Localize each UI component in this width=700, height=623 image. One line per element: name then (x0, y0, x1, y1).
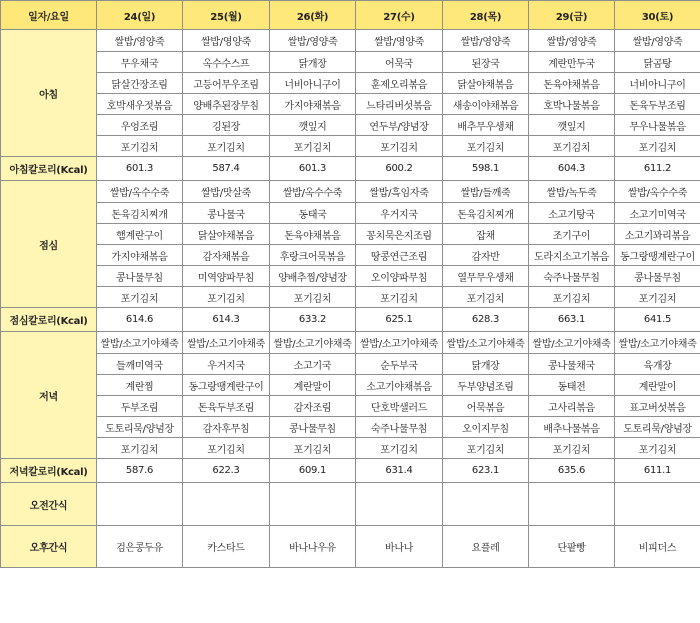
menu-item: 감자채볶음 (183, 245, 270, 266)
menu-item: 닭개장 (270, 52, 356, 73)
menu-item: 쌀밥/영양죽 (356, 30, 443, 52)
menu-item: 포기김치 (183, 287, 270, 308)
calorie-value: 622.3 (183, 459, 270, 483)
menu-item: 동태국 (270, 203, 356, 224)
menu-item: 포기김치 (183, 136, 270, 157)
dinner-menu-row (1, 332, 700, 354)
dinner-menu-row (1, 375, 700, 396)
menu-item: 가지야채볶음 (97, 245, 183, 266)
menu-item: 조기구이 (529, 224, 615, 245)
menu-item: 포기김치 (529, 438, 615, 459)
lunch-calorie-row (1, 308, 700, 332)
menu-item: 미역양파무침 (183, 266, 270, 287)
menu-item: 순두부국 (356, 354, 443, 375)
menu-item: 소고기국 (270, 354, 356, 375)
dinner-label: 저녁 (1, 332, 97, 459)
menu-item: 단호박샐러드 (356, 396, 443, 417)
menu-item: 들깨미역국 (97, 354, 183, 375)
menu-item: 포기김치 (529, 136, 615, 157)
menu-item: 포기김치 (529, 287, 615, 308)
menu-item: 깻잎지 (529, 115, 615, 136)
snack-item: 바나나우유 (270, 526, 356, 568)
afternoon-snack-row (1, 526, 700, 568)
snack-item: 요플레 (443, 526, 529, 568)
menu-item: 계란만두국 (529, 52, 615, 73)
menu-item: 닭살간장조림 (97, 73, 183, 94)
menu-item: 포기김치 (615, 136, 700, 157)
menu-item: 돈육야채볶음 (529, 73, 615, 94)
menu-item: 오이지무침 (443, 417, 529, 438)
menu-item: 포기김치 (97, 136, 183, 157)
calorie-value: 633.2 (270, 308, 356, 332)
menu-item: 너비아니구이 (270, 73, 356, 94)
corner-header: 일자/요일 (1, 1, 97, 30)
menu-item: 닭살야채볶음 (443, 73, 529, 94)
menu-item: 동그랑땡계란구이 (615, 245, 700, 266)
menu-item: 어묵국 (356, 52, 443, 73)
breakfast-menu-row (1, 73, 700, 94)
calorie-value: 614.3 (183, 308, 270, 332)
menu-item: 표고버섯볶음 (615, 396, 700, 417)
menu-item: 포기김치 (270, 438, 356, 459)
breakfast-menu-row (1, 30, 700, 52)
menu-item: 돈육두부조림 (615, 94, 700, 115)
menu-item: 콩나물국 (183, 203, 270, 224)
calorie-value: 609.1 (270, 459, 356, 483)
menu-item: 포기김치 (97, 287, 183, 308)
menu-item: 포기김치 (356, 438, 443, 459)
lunch-menu-row (1, 266, 700, 287)
menu-item: 계란말이 (270, 375, 356, 396)
calorie-value: 611.2 (615, 157, 700, 181)
header-row (1, 1, 700, 30)
menu-item: 쌀밥/들깨죽 (443, 181, 529, 203)
menu-item: 숙주나물무침 (529, 266, 615, 287)
menu-item: 포기김치 (356, 136, 443, 157)
menu-item: 오이양파무침 (356, 266, 443, 287)
menu-item: 포기김치 (97, 438, 183, 459)
lunch-menu-row (1, 287, 700, 308)
menu-item: 쌀밥/영양죽 (97, 30, 183, 52)
snack-item (183, 483, 270, 526)
menu-item: 포기김치 (270, 136, 356, 157)
menu-item: 호박새우젓볶음 (97, 94, 183, 115)
menu-item: 포기김치 (443, 438, 529, 459)
menu-item: 쌀밥/영양죽 (270, 30, 356, 52)
morning-snack-row (1, 483, 700, 526)
menu-item: 땅콩연근조림 (356, 245, 443, 266)
calorie-value: 623.1 (443, 459, 529, 483)
menu-item: 쌀밥/영양죽 (529, 30, 615, 52)
menu-item: 양배추된장무침 (183, 94, 270, 115)
menu-item: 계란찜 (97, 375, 183, 396)
menu-item: 소고기꽈리볶음 (615, 224, 700, 245)
menu-item: 쌀밥/소고기야채죽 (529, 332, 615, 354)
menu-item: 배추나물볶음 (529, 417, 615, 438)
menu-item: 우거지국 (356, 203, 443, 224)
breakfast-menu-row (1, 115, 700, 136)
menu-item: 닭곰탕 (615, 52, 700, 73)
calorie-value: 635.6 (529, 459, 615, 483)
dinner-menu-row (1, 417, 700, 438)
snack-item (356, 483, 443, 526)
menu-item: 꽁치묵은지조림 (356, 224, 443, 245)
menu-item: 포기김치 (615, 438, 700, 459)
menu-item: 포기김치 (356, 287, 443, 308)
menu-item: 포기김치 (615, 287, 700, 308)
calorie-value: 601.3 (270, 157, 356, 181)
menu-item: 포기김치 (443, 287, 529, 308)
menu-item: 닭개장 (443, 354, 529, 375)
day-header: 28(목) (443, 1, 529, 30)
menu-item: 콩나물무침 (615, 266, 700, 287)
menu-item: 쌀밥/옥수수죽 (97, 181, 183, 203)
menu-item: 고등어무우조림 (183, 73, 270, 94)
menu-item: 쌀밥/녹두죽 (529, 181, 615, 203)
menu-item: 어묵볶음 (443, 396, 529, 417)
calorie-value: 604.3 (529, 157, 615, 181)
menu-item: 쌀밥/소고기야채죽 (270, 332, 356, 354)
snack-item: 카스타드 (183, 526, 270, 568)
menu-item: 돈육김치찌개 (97, 203, 183, 224)
day-header: 30(토) (615, 1, 700, 30)
breakfast-menu-row (1, 94, 700, 115)
calorie-value: 587.6 (97, 459, 183, 483)
breakfast-menu-row (1, 52, 700, 73)
menu-item: 너비아니구이 (615, 73, 700, 94)
menu-item: 쌀밥/소고기야채죽 (183, 332, 270, 354)
day-header: 24(일) (97, 1, 183, 30)
dinner-menu-row (1, 438, 700, 459)
menu-item: 열무무우생채 (443, 266, 529, 287)
menu-item: 햄계란구이 (97, 224, 183, 245)
snack-item (270, 483, 356, 526)
menu-item: 쌀밥/옥수수죽 (270, 181, 356, 203)
calorie-value: 625.1 (356, 308, 443, 332)
menu-item: 된장국 (443, 52, 529, 73)
menu-item: 콩나물채국 (529, 354, 615, 375)
menu-item: 감자반 (443, 245, 529, 266)
menu-item: 쌀밥/소고기야채죽 (97, 332, 183, 354)
breakfast-calorie-label: 아침칼로리(Kcal) (1, 157, 97, 181)
calorie-value: 614.6 (97, 308, 183, 332)
menu-item: 감자후무침 (183, 417, 270, 438)
menu-item: 쌀밥/영양죽 (615, 30, 700, 52)
menu-item: 쌀밥/소고기야채죽 (443, 332, 529, 354)
calorie-value: 628.3 (443, 308, 529, 332)
menu-item: 두부양념조림 (443, 375, 529, 396)
menu-item: 콩나물무침 (97, 266, 183, 287)
day-header: 29(금) (529, 1, 615, 30)
lunch-menu-row (1, 224, 700, 245)
menu-item: 무우나물볶음 (615, 115, 700, 136)
menu-item: 소고기탕국 (529, 203, 615, 224)
menu-item: 가지야채볶음 (270, 94, 356, 115)
snack-item: 비피더스 (615, 526, 700, 568)
lunch-menu-row (1, 181, 700, 203)
menu-item: 우거지국 (183, 354, 270, 375)
menu-item: 옥수수스프 (183, 52, 270, 73)
lunch-menu-row (1, 203, 700, 224)
dinner-menu-row (1, 354, 700, 375)
menu-item: 쌀밥/영양죽 (443, 30, 529, 52)
calorie-value: 587.4 (183, 157, 270, 181)
menu-item: 도토리묵/양념장 (615, 417, 700, 438)
menu-item: 고사리볶음 (529, 396, 615, 417)
lunch-calorie-label: 점심칼로리(Kcal) (1, 308, 97, 332)
menu-item: 포기김치 (183, 438, 270, 459)
menu-item: 깻잎지 (270, 115, 356, 136)
menu-item: 새송이야채볶음 (443, 94, 529, 115)
menu-item: 호박나물볶음 (529, 94, 615, 115)
table-body (1, 1, 700, 568)
day-header: 27(수) (356, 1, 443, 30)
menu-item: 깅된장 (183, 115, 270, 136)
menu-item: 잡채 (443, 224, 529, 245)
menu-item: 콩나물무침 (270, 417, 356, 438)
day-header: 25(월) (183, 1, 270, 30)
menu-item: 소고기야채볶음 (356, 375, 443, 396)
menu-item: 계란말이 (615, 375, 700, 396)
menu-item: 쌀밥/맛살죽 (183, 181, 270, 203)
menu-item: 도라지소고기볶음 (529, 245, 615, 266)
snack-item (529, 483, 615, 526)
calorie-value: 611.1 (615, 459, 700, 483)
dinner-menu-row (1, 396, 700, 417)
menu-item: 배추무우생채 (443, 115, 529, 136)
menu-item: 우엉조림 (97, 115, 183, 136)
lunch-menu-row (1, 245, 700, 266)
snack-item: 바나나 (356, 526, 443, 568)
menu-item: 소고기미역국 (615, 203, 700, 224)
menu-item: 쌀밥/옥수수죽 (615, 181, 700, 203)
menu-item: 연두부/양념장 (356, 115, 443, 136)
afternoon-snack-label: 오후간식 (1, 526, 97, 568)
calorie-value: 601.3 (97, 157, 183, 181)
calorie-value: 663.1 (529, 308, 615, 332)
menu-item: 육개장 (615, 354, 700, 375)
calorie-value: 641.5 (615, 308, 700, 332)
menu-item: 돈육김치찌개 (443, 203, 529, 224)
snack-item (97, 483, 183, 526)
calorie-value: 598.1 (443, 157, 529, 181)
morning-snack-label: 오전간식 (1, 483, 97, 526)
menu-item: 포기김치 (443, 136, 529, 157)
dinner-calorie-row (1, 459, 700, 483)
day-header: 26(화) (270, 1, 356, 30)
menu-item: 느타리버섯볶음 (356, 94, 443, 115)
snack-item (615, 483, 700, 526)
menu-item: 두부조림 (97, 396, 183, 417)
menu-item: 쌀밥/영양죽 (183, 30, 270, 52)
menu-item: 닭살야채볶음 (183, 224, 270, 245)
menu-item: 후랑크어묵볶음 (270, 245, 356, 266)
snack-item: 단팥빵 (529, 526, 615, 568)
breakfast-menu-row (1, 136, 700, 157)
menu-item: 쌀밥/흑임자죽 (356, 181, 443, 203)
menu-item: 동태전 (529, 375, 615, 396)
menu-item: 쌀밥/소고기야채죽 (356, 332, 443, 354)
menu-item: 쌀밥/소고기야채죽 (615, 332, 700, 354)
menu-item: 돈육두부조림 (183, 396, 270, 417)
menu-item: 동그랑땡계란구이 (183, 375, 270, 396)
calorie-value: 631.4 (356, 459, 443, 483)
dinner-calorie-label: 저녁칼로리(Kcal) (1, 459, 97, 483)
breakfast-calorie-row (1, 157, 700, 181)
menu-item: 숙주나물무침 (356, 417, 443, 438)
menu-item: 포기김치 (270, 287, 356, 308)
calorie-value: 600.2 (356, 157, 443, 181)
menu-item: 감자조림 (270, 396, 356, 417)
menu-item: 훈제오리볶음 (356, 73, 443, 94)
menu-item: 무우채국 (97, 52, 183, 73)
snack-item: 검은콩두유 (97, 526, 183, 568)
lunch-label: 점심 (1, 181, 97, 308)
breakfast-label: 아침 (1, 30, 97, 157)
snack-item (443, 483, 529, 526)
menu-item: 도토리묵/양념장 (97, 417, 183, 438)
menu-item: 돈육야채볶음 (270, 224, 356, 245)
menu-item: 양배추찜/양념장 (270, 266, 356, 287)
